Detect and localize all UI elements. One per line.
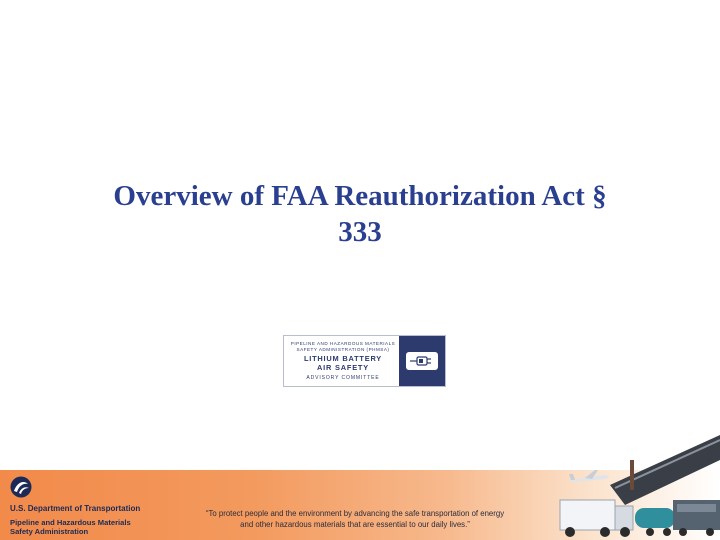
mission-line-1: “To protect people and the environment by advancing the safe transportation of energy [205,509,505,518]
logo-title-line-2: AIR SAFETY [317,362,369,372]
lithium-battery-committee-logo [283,335,446,387]
logo-title [289,355,397,372]
transportation-collage-image [555,430,720,540]
slide-title-line-2: 333 [338,216,382,248]
slide-title [60,178,660,250]
battery-plug-icon [405,349,439,373]
logo-text [289,341,397,381]
agency-name [10,518,131,536]
logo-icon-panel [399,336,445,386]
logo-org-name [289,341,397,352]
dot-logo-icon [10,476,32,498]
mission-line-2: and other hazardous materials that are essential to our daily lives.” [240,520,470,529]
mission-statement [170,508,540,530]
logo-org-line-1: PIPELINE AND HAZARDOUS MATERIALS [290,341,396,346]
logo-title-line-1: LITHIUM BATTERY [303,354,383,364]
slide-title-line-1: Overview of FAA Reauthorization Act § [113,180,607,212]
agency-line-1: Pipeline and Hazardous Materials [10,518,131,527]
agency-line-2: Safety Administration [10,527,89,536]
logo-org-line-2: SAFETY ADMINISTRATION (PHMSA) [296,346,390,352]
logo-subtitle: ADVISORY COMMITTEE [306,375,380,381]
dot-name: U.S. Department of Transportation [10,504,141,513]
